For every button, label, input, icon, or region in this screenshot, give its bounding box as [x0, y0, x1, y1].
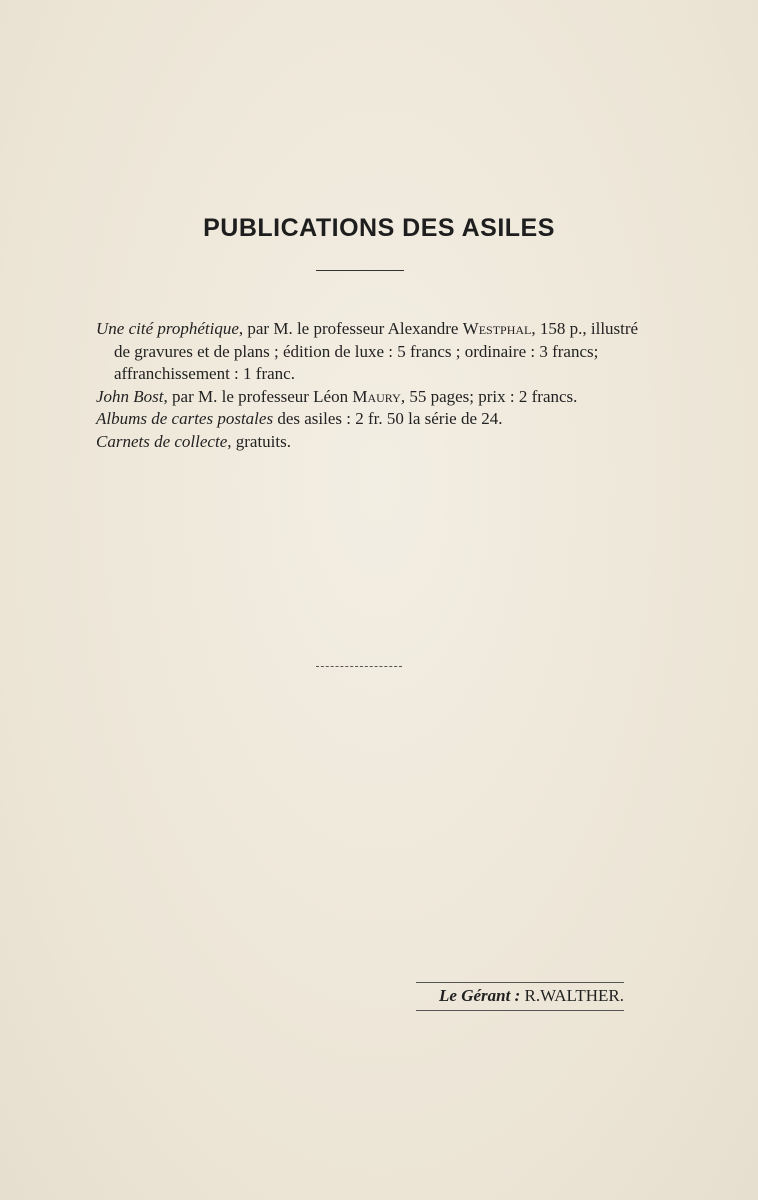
publication-entry: [96, 408, 641, 431]
publication-details: , 55 pages; prix : 2 francs.: [400, 386, 578, 406]
publication-details: , 158 p., illustré de gravures et de plans ; édition de luxe : 5 francs ; ordinaire : 3 francs; affranchissement : 1 franc.: [114, 319, 639, 383]
publication-author: Westphal: [462, 319, 532, 338]
section-divider: [316, 666, 402, 667]
publication-entry: [96, 386, 641, 409]
page-title: PUBLICATIONS DES ASILES: [203, 214, 555, 242]
publication-entry: [96, 318, 641, 386]
publisher-signature: [416, 982, 624, 1011]
title-divider: [316, 270, 404, 271]
gerant-name: R.WALTHER.: [520, 986, 624, 1005]
publication-details: des asiles : 2 fr. 50 la série de 24.: [273, 409, 503, 428]
publication-title: Une cité prophétique: [96, 319, 239, 338]
publication-byline: , par M. le professeur Alexandre: [238, 319, 463, 338]
publication-author: Maury: [352, 386, 401, 406]
publication-title: Carnets de collecte: [96, 431, 228, 451]
gerant-label: Le Gérant :: [439, 986, 521, 1005]
publication-entry: [96, 431, 641, 454]
publication-details: , gratuits.: [227, 431, 291, 451]
publication-title: John Bost: [96, 386, 164, 406]
publication-title: Albums de cartes postales: [96, 409, 274, 428]
publication-byline: , par M. le professeur Léon: [163, 386, 353, 406]
publication-list: [96, 318, 641, 453]
